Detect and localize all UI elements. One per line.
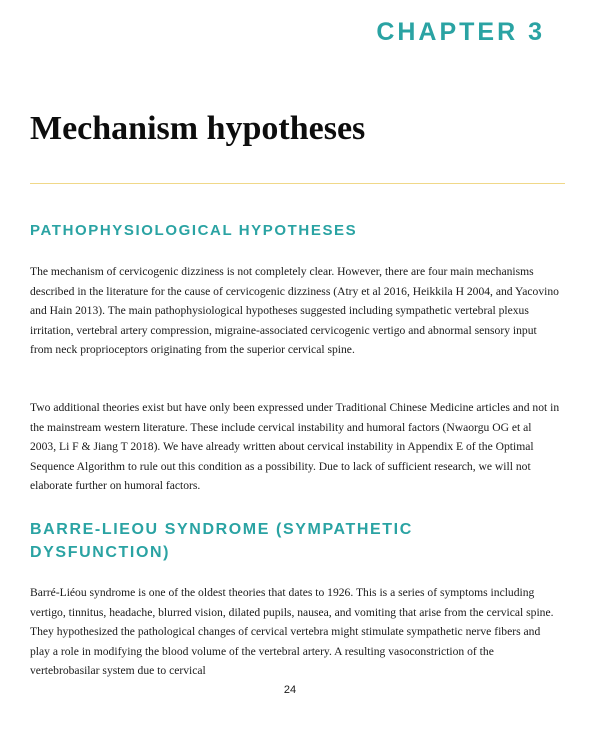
title-divider: [30, 183, 565, 184]
paragraph-mechanisms: The mechanism of cervicogenic dizziness is not completely clear. However, there are four main mechanisms described in the literature for the cause of cervicogenic dizziness (Atry et al 2016, Heikkila H 2004, and Yacovino and Hain 2013). The main pathophysiological hypotheses suggested including sympathetic vertebral plexus irritation, vertebral artery compression, migraine-associated cervicogenic vertigo and abnormal sensory input from neck proprioceptors originating from the superior cervical spine.: [30, 265, 559, 357]
paragraph-additional-theories: Two additional theories exist but have only been expressed under Traditional Chinese Medicine articles and not in the mainstream western literature. These include cervical instability and humoral factors (Nwaorgu OG et al 2003, Li F & Jiang T 2018). We have already written about cervical instability in Appendix E of the Optimal Sequence Algorithm to rule out this condition as a possibility. Due to lack of sufficient research, we will not elaborate further on humoral factors.: [30, 401, 560, 493]
page-number: 24: [283, 684, 297, 696]
section-heading-pathophysiological: PATHOPHYSIOLOGICAL HYPOTHESES: [30, 222, 358, 239]
chapter-label: CHAPTER 3: [376, 18, 545, 46]
page-title: Mechanism hypotheses: [30, 110, 366, 147]
paragraph-barre-lieou: Barré-Liéou syndrome is one of the oldest theories that dates to 1926. This is a series of symptoms including vertigo, tinnitus, headache, blurred vision, dilated pupils, nausea, and vomiting that arise from the cervical spine. They hypothesized the pathological changes of cervical vertebra might stimulate sympathetic nerve fibers and play a role in modifying the blood volume of the vertebral artery. A resulting vasoconstriction of the vertebrobasilar system due to cervical: [30, 586, 554, 678]
section-heading-barre-lieou: BARRE-LIEOU SYNDROME (SYMPATHETIC DYSFUNCTION): [30, 521, 413, 561]
